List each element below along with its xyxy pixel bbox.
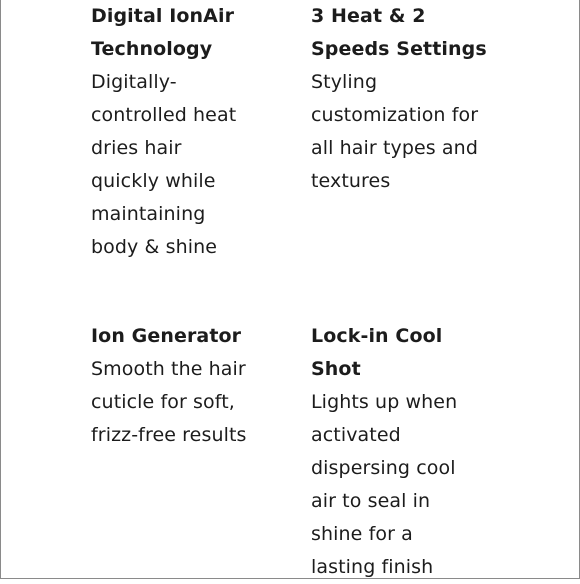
feature-description: Smooth the hair cuticle for soft, frizz-free results [91, 358, 247, 446]
feature-title: Ion Generator [91, 325, 242, 347]
feature-description: Lights up when activated dispersing cool air to seal in shine for a lasting finish [311, 391, 458, 578]
feature-description: Styling customization for all hair types and textures [311, 71, 479, 192]
feature-digital-ionair [91, 0, 251, 264]
feature-title: Digital IonAir Technology [91, 5, 235, 60]
feature-cool-shot [311, 320, 471, 584]
feature-description: Digitally-controlled heat dries hair quickly while maintaining body & shine [91, 71, 237, 258]
feature-heat-speed-settings [311, 0, 491, 198]
feature-ion-generator [91, 320, 261, 452]
feature-title: Lock-in Cool Shot [311, 325, 443, 380]
feature-title: 3 Heat & 2 Speeds Settings [311, 5, 487, 60]
